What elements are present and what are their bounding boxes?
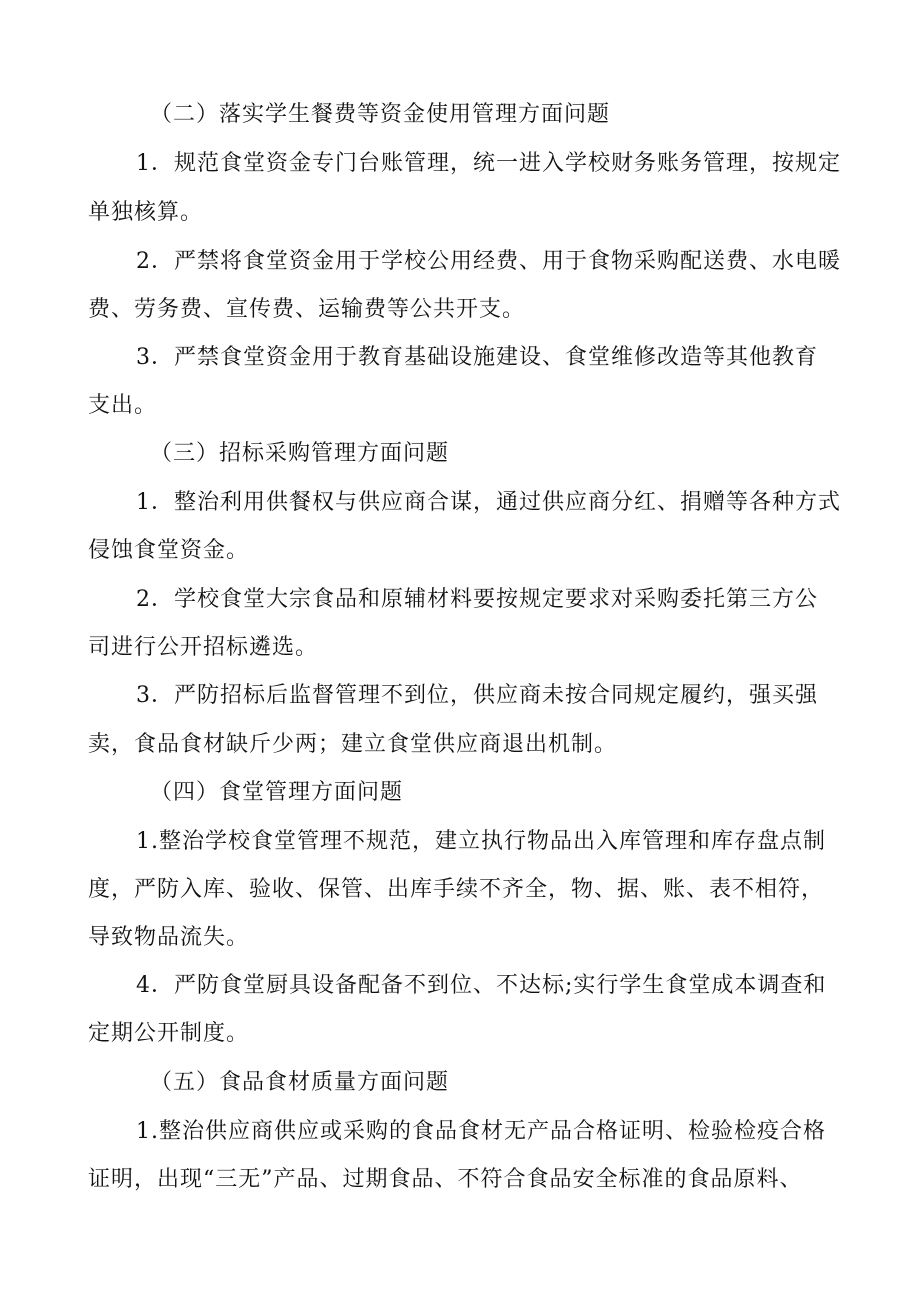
section-heading-4: （四）食堂管理方面问题 [150,780,404,805]
section-heading-2: （二）落实学生餐费等资金使用管理方面问题 [150,102,611,127]
paragraph-line: 支出。 [88,393,158,418]
section-heading-5: （五）食品食材质量方面问题 [150,1070,450,1095]
paragraph-line: 1.整治供应商供应或采购的食品食材无产品合格证明、检验检疫合格 [136,1119,826,1144]
paragraph-line: 侵蚀食堂资金。 [88,538,250,563]
paragraph-line: 导致物品流失。 [88,925,250,950]
paragraph-line: 度，严防入库、验收、保管、出库手续不齐全，物、据、账、表不相符， [88,877,825,902]
paragraph-line: 1．规范食堂资金专门台账管理，统一进入学校财务账务管理，按规定 [136,151,841,176]
paragraph-line: 定期公开制度。 [88,1021,250,1046]
paragraph-line: 2．严禁将食堂资金用于学校公用经费、用于食物采购配送费、水电暖 [136,249,841,274]
paragraph-line: 1.整治学校食堂管理不规范，建立执行物品出入库管理和库存盘点制 [136,829,826,854]
paragraph-line: 费、劳务费、宣传费、运输费等公共开支。 [88,297,526,322]
paragraph-line: 3．严禁食堂资金用于教育基础设施建设、食堂维修改造等其他教育 [136,345,818,370]
paragraph-line: 2．学校食堂大宗食品和原辅材料要按规定要求对采购委托第三方公 [136,587,818,612]
paragraph-line: 卖，食品食材缺斤少两；建立食堂供应商退出机制。 [88,732,618,757]
paragraph-line: 证明，出现“三无”产品、过期食品、不符合食品安全标准的食品原料、 [88,1167,803,1192]
paragraph-line: 3．严防招标后监督管理不到位，供应商未按合同规定履约，强买强 [136,683,818,708]
paragraph-line: 单独核算。 [88,200,204,225]
section-heading-3: （三）招标采购管理方面问题 [150,441,450,466]
paragraph-line: 司进行公开招标遴选。 [88,635,319,660]
paragraph-line: 1．整治利用供餐权与供应商合谋，通过供应商分红、捐赠等各种方式 [136,490,841,515]
paragraph-line: 4．严防食堂厨具设备配备不到位、不达标;实行学生食堂成本调查和 [136,973,827,998]
